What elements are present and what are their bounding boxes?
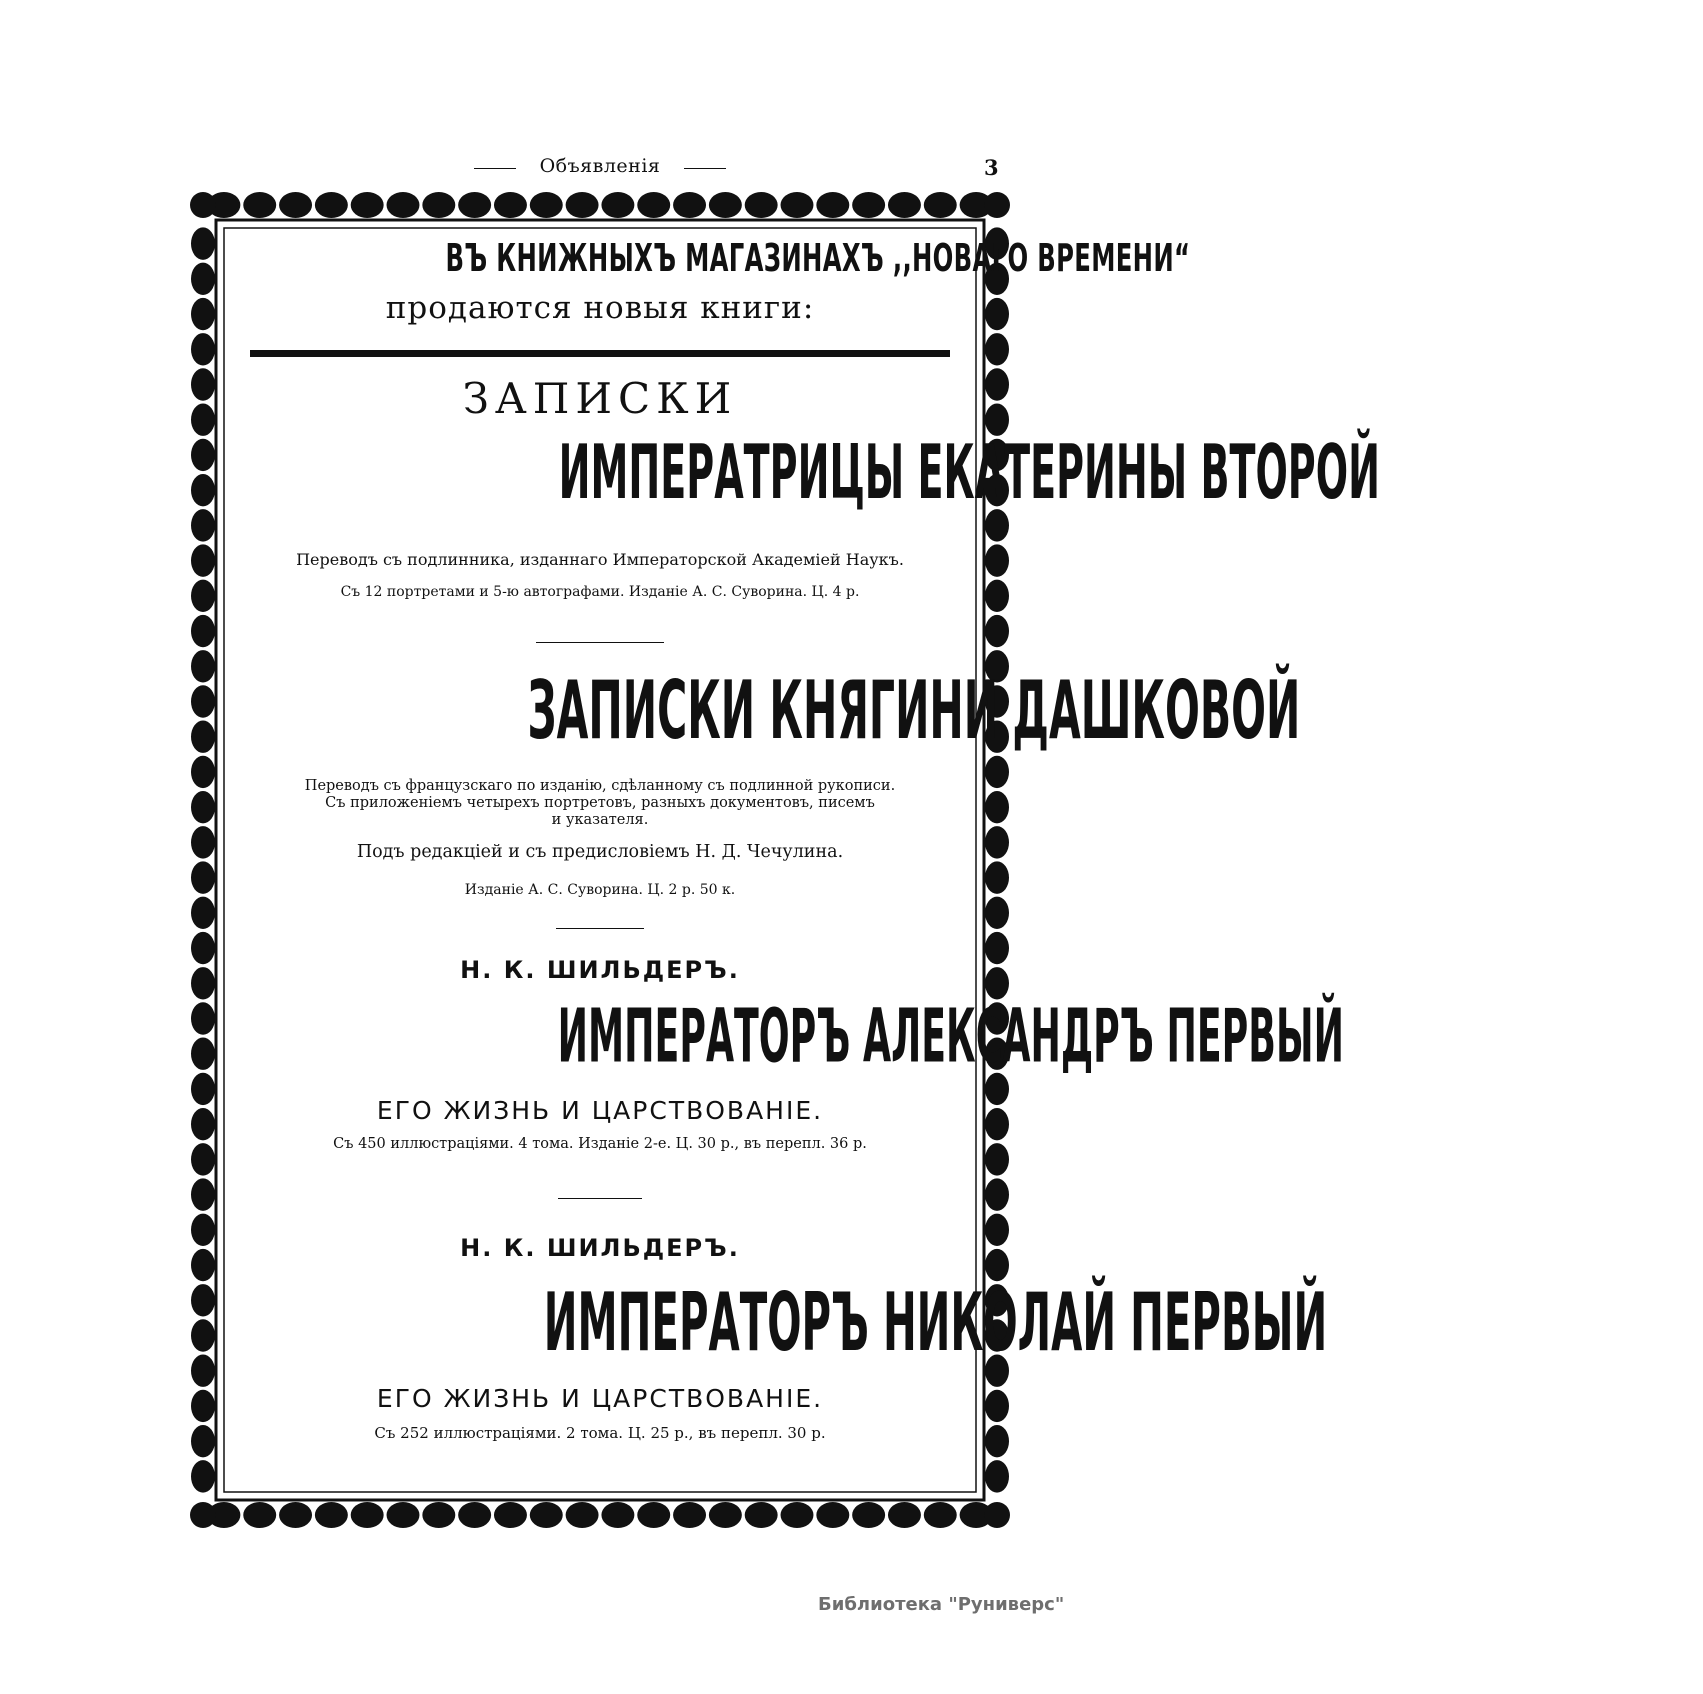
scallop-ornament <box>984 192 1010 218</box>
divider-1 <box>536 642 664 643</box>
divider-3 <box>558 1198 642 1199</box>
divider-2 <box>556 928 644 929</box>
scallop-ornament <box>191 1214 215 1246</box>
scallop-ornament <box>985 1143 1009 1175</box>
scallop-ornament <box>191 615 215 647</box>
book2-line1: Переводъ съ французскаго по изданію, сдѣланному съ подлинной рукописи. <box>304 778 896 794</box>
scallop-ornament <box>985 897 1009 929</box>
scallop-ornament <box>191 1143 215 1175</box>
scallop-ornament <box>985 580 1009 612</box>
book1-title-main: ИМПЕРАТРИЦЫ ЕКАТЕРИНЫ ВТОРОЙ <box>558 430 1380 517</box>
scallop-ornament <box>985 544 1009 576</box>
scallop-ornament <box>191 826 215 858</box>
header-thick-rule <box>250 350 950 357</box>
scallop-ornament <box>191 1355 215 1387</box>
scallop-ornament <box>191 439 215 471</box>
scallop-ornament <box>191 368 215 400</box>
book3-subtitle: ЕГО ЖИЗНЬ И ЦАРСТВОВАНІЕ. <box>376 1096 824 1125</box>
book2-line3: и указателя. <box>551 812 649 828</box>
scallop-ornament <box>191 1249 215 1281</box>
scallop-ornament <box>985 615 1009 647</box>
book4-line1: Съ 252 иллюстраціями. 2 тома. Ц. 25 р., въ перепл. 30 р. <box>374 1424 826 1442</box>
book3-author: Н. К. ШИЛЬДЕРЪ. <box>460 956 740 984</box>
scallop-ornament <box>984 1502 1010 1528</box>
scallop-ornament <box>985 1214 1009 1246</box>
book1-line1: Переводъ съ подлинника, изданнаго Императорской Академіей Наукъ. <box>296 550 904 569</box>
scallop-ornament <box>985 298 1009 330</box>
scallop-ornament <box>191 1108 215 1140</box>
scallop-ornament <box>191 1319 215 1351</box>
book4-subtitle: ЕГО ЖИЗНЬ И ЦАРСТВОВАНІЕ. <box>376 1384 824 1413</box>
scallop-ornament <box>985 333 1009 365</box>
book2-line4: Подъ редакціей и съ предисловіемъ Н. Д. Чечулина. <box>356 842 844 862</box>
scallop-ornament <box>191 791 215 823</box>
book1-line2: Съ 12 портретами и 5-ю автографами. Изданіе А. С. Суворина. Ц. 4 р. <box>340 584 860 600</box>
book3-title-main: ИМПЕРАТОРЪ АЛЕКСАНДРЪ ПЕРВЫЙ <box>557 993 1344 1080</box>
scallop-ornament <box>191 227 215 259</box>
book4-author: Н. К. ШИЛЬДЕРЪ. <box>460 1234 740 1262</box>
scallop-ornament <box>191 685 215 717</box>
scallop-ornament <box>191 1284 215 1316</box>
scallop-ornament <box>191 1002 215 1034</box>
page-number: 3 <box>984 155 999 180</box>
scallop-ornament <box>985 1460 1009 1492</box>
scallop-ornament <box>191 509 215 541</box>
scallop-ornament <box>985 1108 1009 1140</box>
scallop-ornament <box>191 756 215 788</box>
book2-title-main: ЗАПИСКИ КНЯГИНИ ДАШКОВОЙ <box>527 662 1301 758</box>
header-line2: продаются новыя книги: <box>385 290 815 326</box>
scallop-ornament <box>191 897 215 929</box>
scallop-ornament <box>191 474 215 506</box>
scallop-ornament <box>191 721 215 753</box>
scallop-ornament <box>191 650 215 682</box>
scallop-ornament <box>191 967 215 999</box>
scallop-ornament <box>985 932 1009 964</box>
library-watermark: Библиотека "Руниверс" <box>818 1594 1065 1615</box>
running-head-title: Объявленія <box>470 155 730 177</box>
advert-content <box>236 212 1380 1512</box>
scallop-ornament <box>191 263 215 295</box>
scallop-ornament <box>191 404 215 436</box>
scallop-ornament <box>191 298 215 330</box>
scallop-ornament <box>191 1073 215 1105</box>
scallop-ornament <box>985 756 1009 788</box>
scallop-ornament <box>985 1178 1009 1210</box>
scallop-ornament <box>191 932 215 964</box>
scallop-ornament <box>191 1178 215 1210</box>
scallop-ornament <box>985 861 1009 893</box>
scallop-ornament <box>985 826 1009 858</box>
scallop-ornament <box>985 368 1009 400</box>
book2-line2: Съ приложеніемъ четырехъ портретовъ, разныхъ документовъ, писемъ <box>325 795 875 811</box>
scallop-ornament <box>191 861 215 893</box>
scallop-ornament <box>191 580 215 612</box>
book2-line5: Изданіе А. С. Суворина. Ц. 2 р. 50 к. <box>464 882 736 898</box>
scallop-ornament <box>191 333 215 365</box>
scallop-ornament <box>191 1038 215 1070</box>
scallop-ornament <box>191 1390 215 1422</box>
scallop-ornament <box>985 1390 1009 1422</box>
scallop-ornament <box>191 1460 215 1492</box>
scallop-ornament <box>985 791 1009 823</box>
book4-title-main: ИМПЕРАТОРЪ НИКОЛАЙ ПЕРВЫЙ <box>543 1274 1328 1370</box>
book1-title-top: ЗАПИСКИ <box>462 374 738 423</box>
scallop-ornament <box>985 1425 1009 1457</box>
scallop-ornament <box>190 1502 216 1528</box>
scallop-ornament <box>191 544 215 576</box>
scallop-ornament <box>190 192 216 218</box>
header-line1: ВЪ КНИЖНЫХЪ МАГАЗИНАХЪ ,,НОВАГО ВРЕМЕНИ“ <box>445 236 1191 280</box>
book3-line1: Съ 450 иллюстраціями. 4 тома. Изданіе 2-е. Ц. 30 р., въ перепл. 36 р. <box>333 1136 867 1152</box>
scallop-ornament <box>191 1425 215 1457</box>
